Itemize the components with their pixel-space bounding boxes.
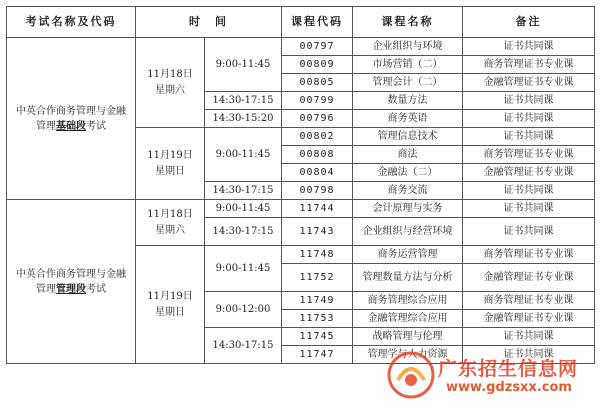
course-name: 商法: [353, 146, 463, 164]
table-row: [7, 200, 595, 218]
course-code: 00809: [282, 56, 353, 74]
course-note: 商务管理证书专业课: [463, 292, 595, 310]
exam-name-management: 中英合作商务管理与金融管理管理段考试: [7, 200, 136, 364]
course-name: 市场营销（二）: [353, 56, 463, 74]
course-name: 商务交流: [353, 182, 463, 200]
course-note: 商务管理证书专业课: [463, 146, 595, 164]
course-note: 证书共同课: [463, 110, 595, 128]
watermark-text: 广东招生信息网: [438, 358, 579, 380]
time-cell: 9:00-11:45: [205, 246, 282, 292]
course-note: 金融管理证书专业课: [463, 310, 595, 328]
course-name: 商务英语: [353, 110, 463, 128]
exam-stage-label: 管理段: [56, 283, 86, 295]
course-code: 00798: [282, 182, 353, 200]
course-name: 商务管理综合应用: [353, 292, 463, 310]
course-note: 商务管理证书专业课: [463, 246, 595, 264]
header-note: 备注: [463, 7, 595, 38]
course-note: 金融管理证书专业课: [463, 164, 595, 182]
course-name: 管理学与人力资源: [353, 346, 463, 364]
header-exam: 考试名称及代码: [7, 7, 136, 38]
course-note: 证书共同课: [463, 200, 595, 218]
course-code: 11753: [282, 310, 353, 328]
course-name: 商务运营管理: [353, 246, 463, 264]
header-time: 时 间: [136, 7, 282, 38]
time-cell: 14:30-17:15: [205, 328, 282, 364]
course-note: 证书共同课: [463, 218, 595, 246]
course-name: 数量方法: [353, 92, 463, 110]
course-code: 00804: [282, 164, 353, 182]
date-cell: 11月19日 星期日: [136, 128, 205, 200]
course-note: 金融管理证书专业课: [463, 264, 595, 292]
course-name: 管理数量方法与分析: [353, 264, 463, 292]
course-name: 战略管理与伦理: [353, 328, 463, 346]
course-name: 会计原理与实务: [353, 200, 463, 218]
exam-schedule-table: [6, 6, 595, 364]
watermark-url: www.gdzsxx.com: [446, 380, 572, 395]
header-row: [7, 7, 595, 38]
course-code: 11748: [282, 246, 353, 264]
course-code: 00805: [282, 74, 353, 92]
course-note: 证书共同课: [463, 92, 595, 110]
time-cell: 9:00-12:00: [205, 292, 282, 328]
course-code: 11747: [282, 346, 353, 364]
table-row: [7, 38, 595, 56]
course-code: 11743: [282, 218, 353, 246]
date-cell: 11月18日 星期六: [136, 38, 205, 128]
time-cell: 14:30-17:15: [205, 92, 282, 110]
time-cell: 9:00-11:45: [205, 128, 282, 182]
course-note: 金融管理证书专业课: [463, 74, 595, 92]
time-cell: 14:30-15:20: [205, 110, 282, 128]
exam-schedule: [6, 6, 594, 406]
time-cell: 9:00-11:45: [205, 38, 282, 92]
course-name: 管理信息技术: [353, 128, 463, 146]
header-course: 课程名称: [353, 7, 463, 38]
date-cell: 11月19日 星期日: [136, 246, 205, 364]
course-note: 证书共同课: [463, 128, 595, 146]
header-code: 课程代码: [282, 7, 353, 38]
course-name: 企业组织与经营环境: [353, 218, 463, 246]
course-note: 证书共同课: [463, 182, 595, 200]
course-code: 11749: [282, 292, 353, 310]
exam-stage-label: 基础段: [56, 120, 86, 132]
exam-name-foundation: 中英合作商务管理与金融管理基础段考试: [7, 38, 136, 200]
date-cell: 11月18日 星期六: [136, 200, 205, 246]
course-name: 管理会计（二）: [353, 74, 463, 92]
course-name: 企业组织与环境: [353, 38, 463, 56]
course-code: 11744: [282, 200, 353, 218]
course-note: 商务管理证书专业课: [463, 56, 595, 74]
course-code: 00796: [282, 110, 353, 128]
course-code: 00802: [282, 128, 353, 146]
course-note: 证书共同课: [463, 346, 595, 364]
course-code: 00799: [282, 92, 353, 110]
course-code: 00797: [282, 38, 353, 56]
course-note: 证书共同课: [463, 328, 595, 346]
time-cell: 14:30-17:15: [205, 218, 282, 246]
course-name: 金融管理综合应用: [353, 310, 463, 328]
course-name: 金融法（二）: [353, 164, 463, 182]
course-code: 00808: [282, 146, 353, 164]
course-code: 11745: [282, 328, 353, 346]
course-code: 11752: [282, 264, 353, 292]
time-cell: 14:30-17:15: [205, 182, 282, 200]
course-note: 证书共同课: [463, 38, 595, 56]
time-cell: 9:00-11:45: [205, 200, 282, 218]
